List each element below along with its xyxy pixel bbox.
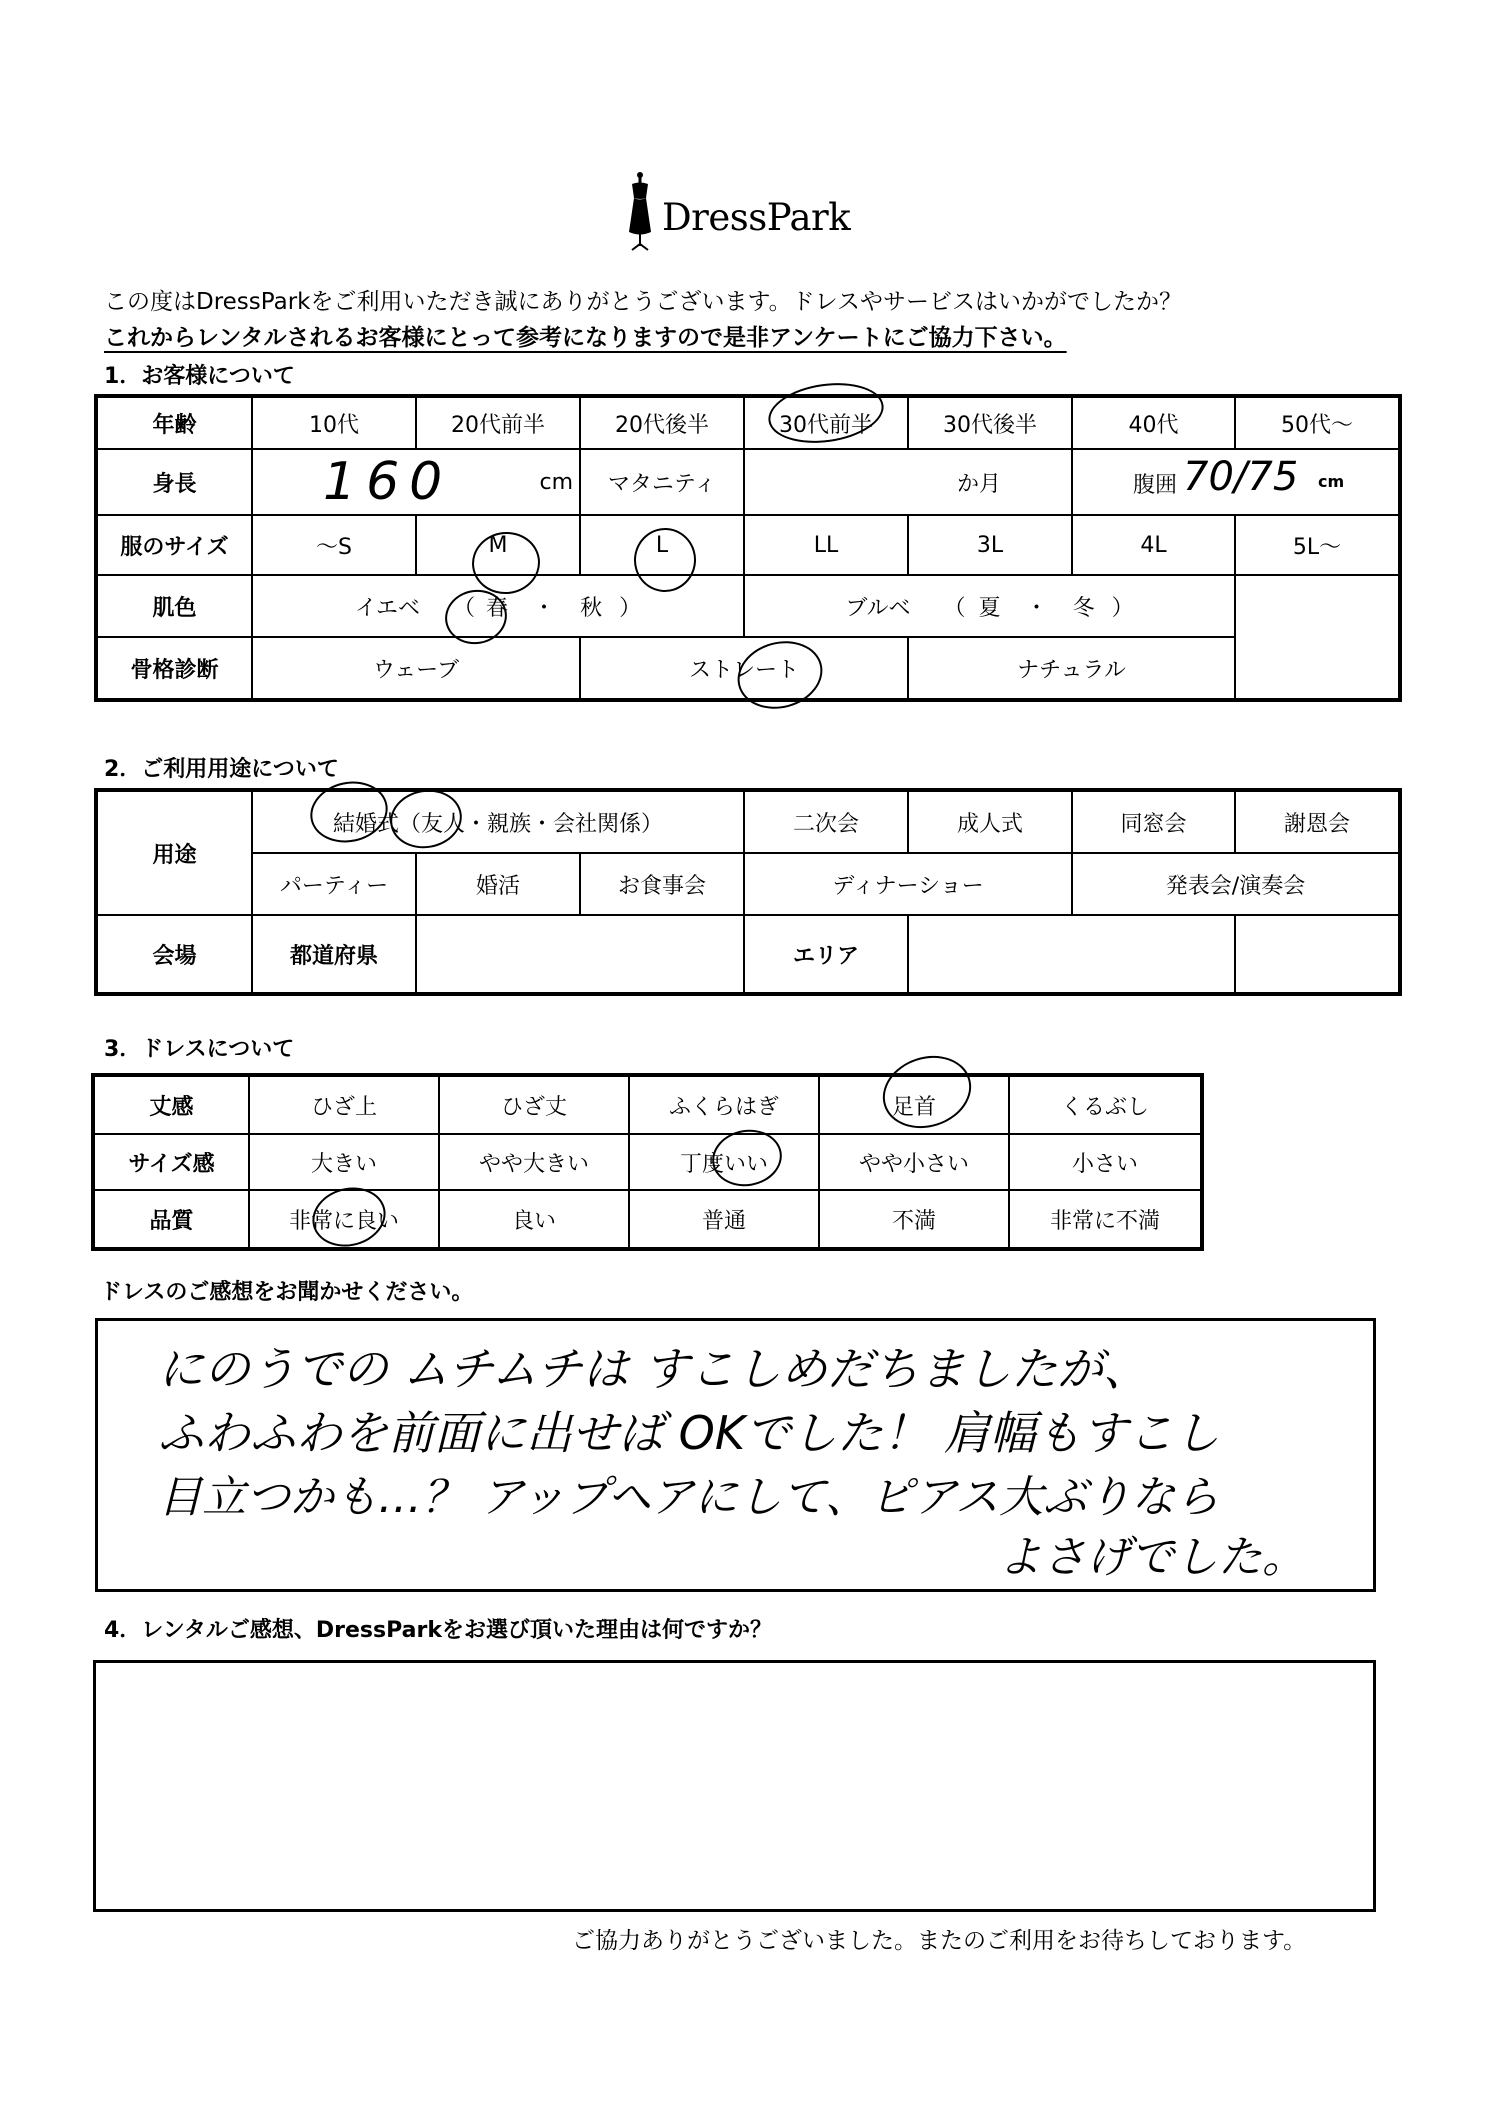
impression-line: 目立つかも…？ アップヘアにして、ピアス大ぶりなら [158, 1472, 1220, 1523]
quality-label: 品質 [94, 1190, 249, 1248]
fit-row [94, 1134, 1201, 1190]
length-option-selected[interactable]: 足首 [819, 1076, 1009, 1134]
length-option[interactable]: ひざ上 [249, 1076, 439, 1134]
wedding-rest[interactable]: ・親族・会社関係 [465, 811, 642, 837]
rental-feedback-box[interactable] [93, 1660, 1376, 1912]
skin-close-paren: ） [619, 595, 642, 621]
size-row [97, 515, 1399, 575]
maternity-label: マタニティ [580, 449, 744, 515]
length-option[interactable]: ふくらはぎ [629, 1076, 819, 1134]
purpose-option[interactable]: パーティー [252, 853, 416, 915]
fit-option-selected[interactable]: 丁度いい [629, 1134, 819, 1190]
purpose-option[interactable]: お食事会 [580, 853, 744, 915]
frame-option-selected[interactable]: ストレート [580, 637, 908, 699]
purpose-option[interactable]: ディナーショー [744, 853, 1072, 915]
size-option[interactable]: LL [744, 515, 908, 575]
purpose-row-2 [97, 853, 1399, 915]
prefecture-label: 都道府県 [252, 915, 416, 993]
footer-thanks: ご協力ありがとうございました。またのご利用をお待ちしております。 [572, 1928, 1307, 1954]
fit-option[interactable]: 大きい [249, 1134, 439, 1190]
quality-option[interactable]: 良い [439, 1190, 629, 1248]
section-3-title: 3．ドレスについて [104, 1037, 295, 1062]
length-option[interactable]: ひざ丈 [439, 1076, 629, 1134]
length-label: 丈感 [94, 1076, 249, 1134]
quality-option[interactable]: 普通 [629, 1190, 819, 1248]
prefecture-field[interactable] [416, 915, 744, 993]
age-option[interactable]: 10代 [252, 397, 416, 449]
frame-option[interactable]: ナチュラル [908, 637, 1235, 699]
wedding-open-paren: （ [398, 811, 421, 837]
purpose-row-1 [97, 791, 1399, 853]
wedding-friend-selected[interactable]: 友人 [421, 811, 466, 837]
maternity-months[interactable] [744, 449, 1072, 515]
purpose-table [96, 790, 1400, 994]
wedding-label-selected[interactable]: 結婚式 [332, 811, 399, 837]
age-option[interactable]: 50代〜 [1235, 397, 1399, 449]
quality-row [94, 1190, 1201, 1248]
fit-option[interactable]: やや大きい [439, 1134, 629, 1190]
wedding-close-paren: ） [641, 811, 664, 837]
fit-label: サイズ感 [94, 1134, 249, 1190]
skin-dot: ・ [533, 595, 556, 621]
waist-field[interactable] [1072, 449, 1399, 515]
age-option[interactable]: 30代後半 [908, 397, 1072, 449]
age-option-selected[interactable]: 30代前半 [744, 397, 908, 449]
size-label: 服のサイズ [97, 515, 252, 575]
impression-line: ふわふわを前面に出せば OKでした！ 肩幅もすこし [158, 1406, 1220, 1460]
waist-value: 70/75 [1183, 454, 1299, 500]
impression-line: よさげでした。 [998, 1532, 1306, 1583]
waist-label: 腹囲 [1133, 473, 1178, 498]
skin-dot: ・ [1025, 595, 1048, 621]
purpose-option[interactable]: 婚活 [416, 853, 580, 915]
skin-blue-prefix: ブルベ [845, 595, 911, 621]
skin-summer[interactable]: 夏 [978, 595, 1001, 621]
purpose-option[interactable]: 発表会/演奏会 [1072, 853, 1399, 915]
intro-line-1: この度はDressParkをご利用いただき誠にありがとうございます。ドレスやサービスはいかがでしたか？ [104, 289, 1182, 315]
size-option-selected[interactable]: L [580, 515, 744, 575]
quality-option[interactable]: 非常に不満 [1009, 1190, 1201, 1248]
section-2-title: 2．ご利用用途について [104, 757, 339, 782]
dress-table [93, 1075, 1202, 1249]
height-row [97, 449, 1399, 515]
purpose-option[interactable]: 成人式 [908, 791, 1072, 853]
quality-option-selected[interactable]: 非常に良い [249, 1190, 439, 1248]
skin-close-paren: ） [1111, 595, 1134, 621]
area-label: エリア [744, 915, 908, 993]
length-option[interactable]: くるぶし [1009, 1076, 1201, 1134]
section-1-title: 1．お客様について [104, 364, 295, 389]
fit-option[interactable]: 小さい [1009, 1134, 1201, 1190]
purpose-option[interactable]: 同窓会 [1072, 791, 1235, 853]
impression-line: にのうでの ムチムチは すこしめだちましたが、 [158, 1342, 1150, 1396]
size-option[interactable]: 〜S [252, 515, 416, 575]
age-option[interactable]: 20代後半 [580, 397, 744, 449]
size-option-selected[interactable]: M [416, 515, 580, 575]
skin-spring-selected[interactable]: 春 [486, 595, 509, 621]
skin-open-paren: （ [943, 595, 966, 621]
skin-yellow-prefix: イエベ [354, 595, 421, 621]
height-value: 160 [323, 452, 453, 512]
area-field[interactable] [908, 915, 1235, 993]
skin-label: 肌色 [97, 575, 252, 637]
venue-row [97, 915, 1399, 993]
length-row [94, 1076, 1201, 1134]
purpose-label: 用途 [97, 791, 252, 915]
size-option[interactable]: 4L [1072, 515, 1235, 575]
age-option[interactable]: 20代前半 [416, 397, 580, 449]
section-4-title: 4．レンタルご感想、DressParkをお選び頂いた理由は何ですか？ [104, 1618, 772, 1643]
fit-option[interactable]: やや小さい [819, 1134, 1009, 1190]
intro-line-2: これからレンタルされるお客様にとって参考になりますので是非アンケートにご協力下さい。 [104, 325, 1067, 351]
months-label: か月 [956, 471, 1001, 497]
height-label: 身長 [97, 449, 252, 515]
height-unit: cm [539, 470, 573, 495]
skin-row [97, 575, 1399, 637]
age-row [97, 397, 1399, 449]
height-field[interactable] [252, 449, 580, 515]
age-option[interactable]: 40代 [1072, 397, 1235, 449]
purpose-option[interactable]: 謝恩会 [1235, 791, 1399, 853]
size-option[interactable]: 5L〜 [1235, 515, 1399, 575]
waist-unit: cm [1318, 472, 1345, 491]
brand-name: DressPark [662, 196, 851, 239]
impressions-title: ドレスのご感想をお聞かせください。 [100, 1280, 474, 1305]
frame-label: 骨格診断 [97, 637, 252, 699]
size-option[interactable]: 3L [908, 515, 1072, 575]
venue-label: 会場 [97, 915, 252, 993]
skin-blue[interactable] [744, 575, 1235, 637]
frame-option[interactable]: ウェーブ [252, 637, 580, 699]
skin-autumn[interactable]: 秋 [580, 595, 603, 621]
skin-open-paren: （ [453, 595, 476, 621]
dress-form-icon [620, 170, 660, 260]
quality-option[interactable]: 不満 [819, 1190, 1009, 1248]
age-label: 年齢 [97, 397, 252, 449]
skin-winter[interactable]: 冬 [1072, 595, 1095, 621]
impressions-box[interactable] [95, 1318, 1376, 1592]
purpose-option[interactable]: 二次会 [744, 791, 908, 853]
